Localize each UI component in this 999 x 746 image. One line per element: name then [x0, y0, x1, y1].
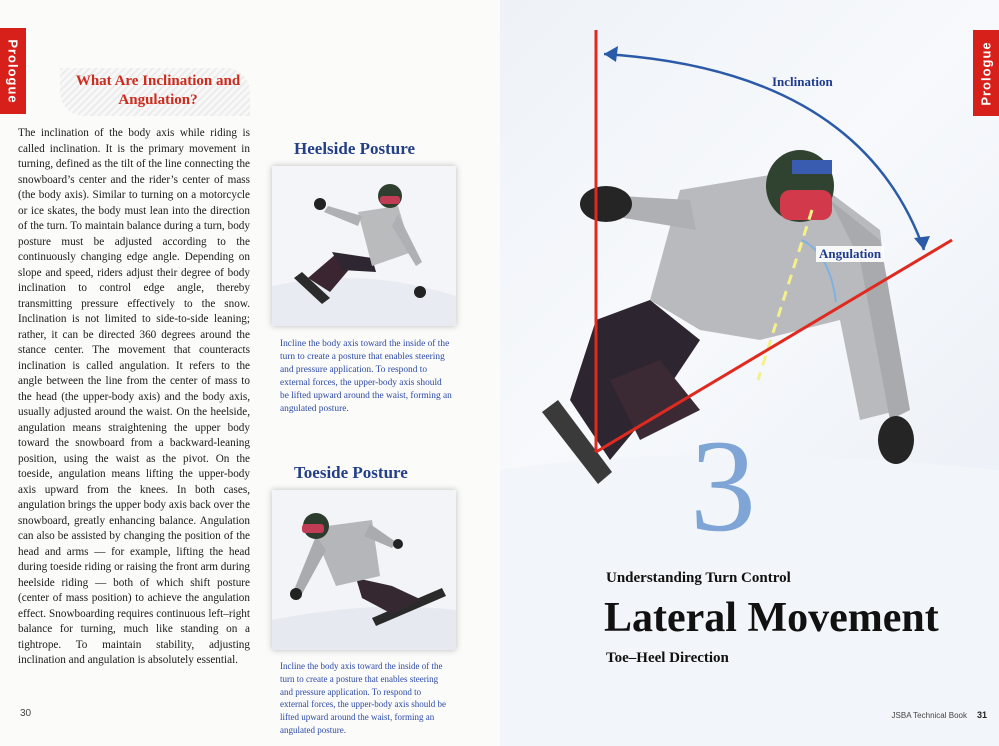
- page-number-left: 30: [20, 708, 32, 719]
- toeside-title: Toeside Posture: [294, 463, 408, 482]
- angulation-label: Angulation: [816, 246, 884, 262]
- footer-right: [892, 710, 987, 720]
- heelside-caption: Incline the body axis toward the inside of the turn to create a posture that enables steering and pressure application. To respond to external forces, the upper-body axis should be lifted upward around the waist, forming an angulated posture.: [280, 339, 452, 414]
- section-heading: What Are Inclination and Angulation?: [75, 73, 241, 108]
- prologue-tab-left-label: Prologue: [5, 38, 21, 104]
- arc-arrowhead-start: [604, 46, 618, 62]
- heelside-snowboarder-illustration: [272, 166, 456, 326]
- page-number-right: 31: [976, 710, 987, 720]
- heelside-title: Heelside Posture: [294, 139, 416, 158]
- toeside-caption: Incline the body axis toward the inside of the turn to create a posture that enables steering and pressure application. To respond to external forces, the upper-body axis should be lifted upward around the waist, forming an angulated posture.: [280, 661, 447, 735]
- heelside-photo: [272, 166, 456, 326]
- inclination-label: Inclination: [772, 74, 833, 89]
- footer-book-name: JSBA Technical Book: [891, 711, 967, 720]
- toeside-photo: [272, 490, 456, 650]
- body-paragraph: The inclination of the body axis while riding is called inclination. It is the primary movement in turning, defined as the tilt of the line connecting the snowboard’s center and the rider’s center of mass (the body axis). Similar to turning on a motorcycle or ice skates, the body must lean into the direction of the turn. To maintain balance during a turn, body posture must be adjusted according to the continuously changing edge angle. Depending on slope and speed, riders adjust their degree of body inclination to control edge angle, thereby transmitting pressure effectively to the snow. Inclination is not limited to side-to-side leaning; rather, it can be directed 360 degrees around the stance center. The movement that counteracts inclination is called angulation. It refers to the angle between the line from the center of mass to the head (the upper-body axis) and the body axis, usually adjusted around the waist. On the heelside, angulation means straightening the upper body toward the snowboard from a backward-leaning position, using the waist as the pivot. On the toeside, angulation means lifting the upper-body axis upward from the knees. In both cases, angulation brings the upper body axis back over the snowboard, greatly enhancing balance. Angulation can also be assisted by changing the position of the head and arms — for example, lifting the head during toeside riding or raising the front arm during heelside riding — both of which shift posture (center of mass position) to achieve the angulation effect. Snowboarding requires continuous left–right balance for turning, much like standing on a tightrope. To maintain stability, adjusting inclination and angulation is absolutely essential.: [18, 127, 250, 666]
- prologue-tab-right: [973, 30, 999, 116]
- chapter-subtitle: Understanding Turn Control: [606, 570, 791, 586]
- prologue-tab-right-label: Prologue: [978, 40, 994, 106]
- toeside-snowboarder-illustration: [272, 490, 456, 650]
- chapter-title: Lateral Movement: [604, 595, 939, 641]
- right-page: [500, 0, 999, 746]
- chapter-number: 3: [690, 412, 756, 559]
- chapter-direction: Toe–Heel Direction: [606, 650, 729, 666]
- prologue-tab-left: [0, 28, 26, 114]
